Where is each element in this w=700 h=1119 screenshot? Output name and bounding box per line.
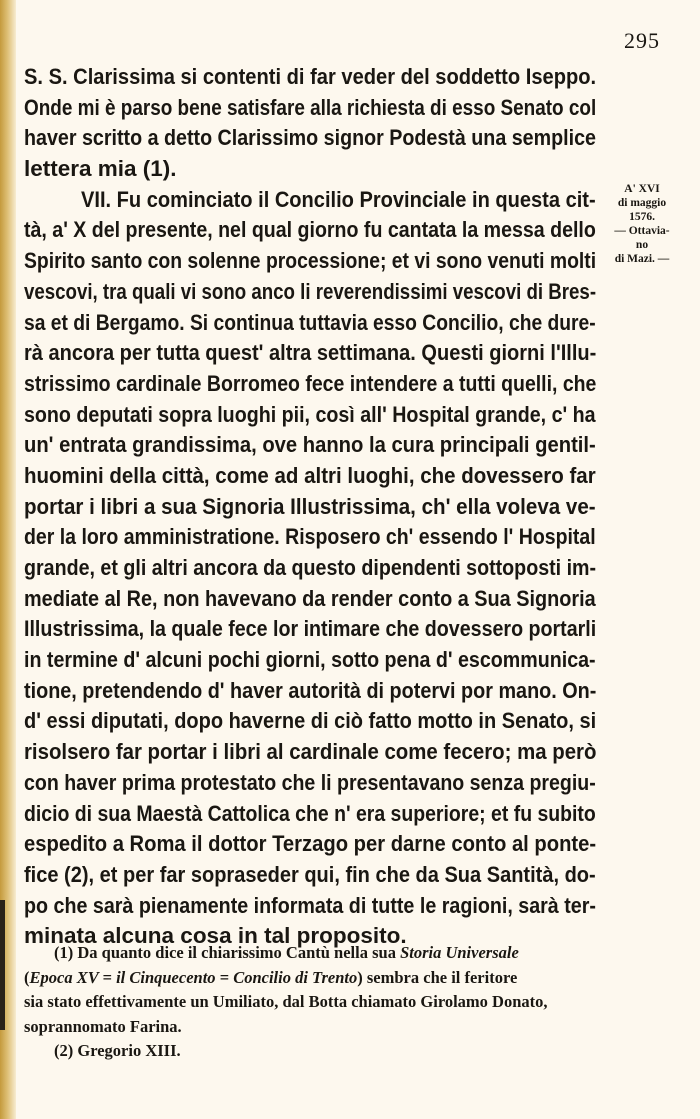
footnote-1-line: soprannomato Farina.: [24, 1016, 182, 1036]
text-line: tione, pretendendo d' haver autorità di potervi por mano. On-: [24, 677, 597, 703]
text-line: S. S. Clarissima si contenti di far veder del soddetto Iseppo.: [24, 64, 597, 89]
margin-note: [604, 182, 680, 266]
text-line: Spirito santo con solenne processione; et vi sono venuti molti: [24, 248, 597, 274]
text-line: Illustrissima, la quale fece lor intimare che dovessero portarli: [24, 616, 597, 642]
page-number: 295: [624, 28, 660, 53]
text-line: strissimo cardinale Borromeo fece intendere a tutti quelli, che: [24, 370, 597, 396]
text-line: minata alcuna cosa in tal proposito.: [24, 923, 407, 949]
text-line: tà, a' X del presente, nel qual giorno fu cantata la messa dello: [24, 217, 596, 243]
margin-note-line: no: [635, 239, 649, 251]
text-line: dicio di sua Maestà Cattolica che n' era superiore; et fu subito: [24, 800, 596, 826]
main-text-block: [24, 62, 596, 952]
margin-note-line: 1576.: [629, 211, 655, 223]
text-line: rà ancora per tutta quest' altra settimana. Questi giorni l'Illu-: [24, 340, 597, 366]
text-line: huomini della città, come ad altri luoghi, che dovessero far: [24, 462, 596, 488]
text-line: d' essi diputati, dopo haverne di ciò fatto motto in Senato, si: [24, 708, 597, 734]
footnotes: [24, 941, 614, 1064]
text-line: lettera mia (1).: [24, 156, 177, 182]
margin-note-line: di maggio: [617, 197, 667, 209]
text-line: der la loro amministratione. Risposero ch' essendo l' Hospital: [24, 524, 596, 550]
footnote-1-line: [24, 966, 614, 991]
binding-shadow: [0, 900, 5, 1030]
paragraph-start-line: VII. Fu cominciato il Concilio Provinciale in questa cit-: [81, 186, 596, 212]
text-line: haver scritto a detto Clarissimo signor Podestà una semplice: [24, 125, 596, 151]
footnote-1-paren: (: [24, 967, 30, 987]
text-line: Onde mi è parso bene satisfare alla richiesta di esso Senato col: [24, 94, 597, 120]
footnote-1-text: (1) Da quanto dice il chiarissimo Cantù nella sua: [54, 943, 401, 962]
text-line: vescovi, tra quali vi sono anco li reverendissimi vescovi di Bres-: [24, 278, 597, 304]
text-line: po che sarà pienamente informata di tutte le ragioni, sarà ter-: [24, 892, 596, 918]
text-line: con haver prima protestato che li presentavano senza pregiu-: [24, 769, 596, 795]
text-line: portar i libri a sua Signoria Illustrissima, ch' ella voleva ve-: [24, 493, 596, 519]
margin-note-line: — Ottavia-: [614, 225, 670, 237]
footnote-1-epoch: Epoca XV = il Cinquecento = Concilio di Trento: [29, 967, 358, 987]
text-line: un' entrata grandissima, ove hanno la cura principali gentil-: [24, 432, 596, 458]
margin-note-line: di Mazi. —: [614, 253, 670, 265]
footnote-1-text: ) sembra che il feritore: [357, 967, 518, 987]
text-line: risolsero far portar i libri al cardinale come fecero; ma però: [24, 739, 597, 765]
text-line: grande, et gli altri ancora da questo dipendenti sottoposti im-: [24, 555, 597, 580]
text-line: sa et di Bergamo. Si continua tuttavia esso Concilio, che dure-: [24, 309, 596, 335]
footnote-1-work-title: Storia Universale: [400, 943, 519, 962]
text-line: fice (2), et per far sopraseder qui, fin che da Sua Santità, do-: [24, 861, 596, 887]
text-line: mediate al Re, non havevano da render conto a Sua Signoria: [24, 585, 596, 611]
footnote-1-line: [24, 941, 614, 966]
footnote-2-line: (2) Gregorio XIII.: [54, 1041, 181, 1060]
text-line: espedito a Roma il dottor Terzago per darne conto al ponte-: [24, 831, 597, 857]
text-line: sono deputati sopra luoghi pii, così all' Hospital grande, c' ha: [24, 401, 596, 427]
margin-note-line: A' XVI: [624, 183, 660, 195]
text-line: in termine d' alcuni pochi giorni, sotto pena d' escommunica-: [24, 647, 596, 673]
footnote-1-line: sia stato effettivamente un Umiliato, dal Botta chiamato Girolamo Donato,: [24, 992, 548, 1011]
